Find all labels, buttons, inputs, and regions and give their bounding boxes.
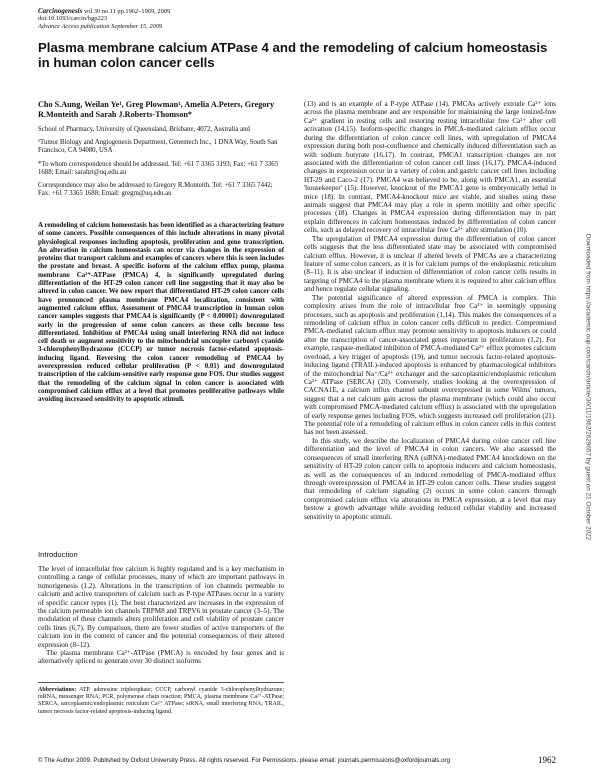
correspondence-note: *To whom correspondence should be addressed. Tel: +61 7 3365 3193; Fax: +61 7 3365 1688; Email: sarahrt@uq.edu.au	[38, 160, 279, 176]
paragraph: The potential significance of altered expression of PMCA is complex. This complexity arises from the role of intracellular free Ca²⁺ in seemingly opposing processes, such as apoptosis and proliferation (1,14). This makes the consequences of a remodeling of calcium efflux in colon cancer cells difficult to predict. Compromised PMCA-mediated calcium efflux may promote sensitivity to apoptosis inducers or could alter the transcription of cancer-associated genes important in proliferation (1,2). For example, caspase-mediated inhibition of PMCA-mediated Ca²⁺ efflux promotes calcium overload, a key trigger of apoptosis (19), and tumor necrosis factor-related apoptosis-inducing ligand (TRAIL)-induced apoptosis is enhanced by pharmacological inhibitors of the mitochondrial Na⁺/Ca²⁺ exchanger and the sarcoplasmic/endoplasmic reticulum Ca²⁺ ATPase (SERCA) (20). Conversely, studies looking at the overexpression of CACNA1E, a calcium influx channel subunit overexpressed in some Wilms' tumors, suggest that a net calcium gain across the plasma membrane (which could also occur with compromised PMCA-mediated calcium efflux) is associated with the upregulation of early response genes including FOS, which suggests increased cell proliferation (21). The potential role of a remodeling of calcium efflux in colon cancer cells in this context has not been assessed.	[304, 293, 556, 437]
footnote-divider	[38, 682, 284, 683]
download-note: Downloaded from https://academic.oup.com/carcin/article/30/11/1962/2629657 by guest on 21 October 2022	[584, 233, 592, 541]
page-number: 1962	[538, 755, 556, 765]
author-list: Cho S.Aung, Weilan Ye¹, Greg Plowman¹, Amelia A.Peters, Gregory R.Monteith and Sarah J.Roberts-Thomson*	[38, 100, 275, 119]
section-heading-introduction: Introduction	[38, 550, 78, 559]
paragraph: The level of intracellular free calcium is highly regulated and is a key mechanism in controlling a range of cellular processes, many of which are important pathways in tumorigenesis (1,2). Alterations in the transcription of ion channels permeable to calcium and active transporters of calcium such as P-type ATPases occur in a variety of specific cancer types (1). The best characterized are increases in the expression of the calcium permeable ion channels TRPM8 and TRPV6 in prostate cancer (3–5). The modulation of these channels alters proliferation and cell viability of prostate cancer cells lines (6,7). By comparison, there are fewer studies of active transporters of the calcium ion in the context of cancer and the potential consequences of their altered expression (8–12).	[38, 565, 284, 649]
paragraph: The plasma membrane Ca²⁺-ATPase (PMCA) is encoded by four genes and is alternatively spliced to generate over 30 distinct isoforms	[38, 649, 284, 666]
copyright-notice: © The Author 2009. Published by Oxford University Press. All rights reserved. For Permissions, please email: journals.permissions@oxfordjournals.org	[38, 757, 451, 764]
introduction-body	[38, 565, 284, 666]
page-footer	[38, 757, 556, 765]
paragraph: The upregulation of PMCA4 expression during the differentiation of colon cancer cells suggests that the less differentiated state may be associated with compromised calcium efflux. However, it is unclear if altered levels of PMCAs are a characterizing feature of some colon cancers, as it is for calcium pumps of the endoplasmic reticulum (8–11). It is also unclear if induction of differentiation of colon cancer cells results in targeting of PMCA4 to the plasma membrane where it is required to alter calcium efflux and hence regulate cellular signaling.	[304, 234, 556, 294]
paragraph: (13) and is an example of a P-type ATPase (14). PMCAs actively extrude Ca²⁺ ions across the plasma membrane and are responsible for maintaining the large ionized-free Ca²⁺ gradient in resting cells and restoring resting intracellular free Ca²⁺ after cell activation (14,15). Isoform-specific changes in PMCA-mediated calcium efflux occur during the differentiation of colon cancer cell lines, with upregulation of PMCA4 expression during both post-confluence and chemically induced differentiation such as with sodium butyrate (16,17). In contrast, PMCA1 transcription changes are not associated with the differentiation of colon cancer cell lines (16,17). PMCA4-induced changes in expression occur in a variety of colon and gastric cancer cell lines including HT-29 and Caco-2 (17). PMCA4 was believed to be, along with PMCA1, an essential 'housekeeper' (15). However, knockout of the PMCA1 gene is embryonically lethal in mice (18). In contrast, PMCA4-knockout mice are viable, and studies using these animals suggest that PMCA4 may play a role in sperm motility and other specific processes (18). Changes in PMCA4 expression during differentiation may in part explain differences in calcium homeostasis induced by differentiation of colon cancer cells, such as delayed recovery of intracellular free Ca²⁺ after stimulation (10).	[304, 100, 556, 235]
journal-name: Carcinogenesis	[38, 7, 83, 15]
affiliation-school: School of Pharmacy, University of Queensland, Brisbane, 4072, Australia and	[38, 126, 250, 133]
abbreviations-label: Abbreviations:	[38, 687, 77, 693]
article-title: Plasma membrane calcium ATPase 4 and the remodeling of calcium homeostasis in human colon cancer cells	[38, 40, 548, 71]
affiliation-genentech: ¹Tumor Biology and Angiogenesis Department, Genentech Inc., 1 DNA Way, South San Francisco, CA 94080, USA	[38, 139, 278, 155]
citation: vol.30 no.11 pp.1962–1969, 2009	[82, 8, 171, 15]
affiliations	[38, 126, 283, 203]
running-header	[38, 8, 170, 30]
doi: doi:10.1093/carcin/bgp223	[38, 15, 108, 23]
abbreviations-text: ATP, adenosine triphosphate; CCCP, carbonyl cyanide 3-chlorophenylhydrazone; mRNA, messenger RNA; PCR, polymerase chain reaction; PMCA, plasma membrane Ca²⁺-ATPase; SERCA, sarcoplasmic/endoplasmic reticulum Ca²⁺ ATPase; siRNA, small interfering RNA; TRAIL, tumor necrosis factor-related apoptosis-inducing ligand.	[38, 687, 284, 715]
correspondence-note-2: Correspondence may also be addressed to Gregory R.Monteith. Tel: +61 7 3365 7442; Fax: +61 7 3365 1688; Email: gregm@uq.edu.au	[38, 182, 273, 198]
abstract: A remodeling of calcium homeostasis has been identified as a characterizing feature of some cancers. Possible consequences of this include alterations in many pivotal physiological responses including apoptosis, proliferation and gene transcription. An alteration in calcium homeostasis can occur via changes in the expression of proteins that transport calcium and examples of cancers where this is seen includes the prostate and breast. A specific isoform of the calcium efflux pump, plasma membrane Ca²⁺-ATPase (PMCA) 4, is significantly upregulated during differentiation of the HT-29 colon cancer cell line suggesting that it may also be altered in colon cancer. We now report that differentiated HT-29 colon cancer cells have pronounced plasma membrane PMCA4 localization, consistent with augmented calcium efflux. Assessment of PMCA4 transcription in human colon cancer samples suggests that PMCA4 is significantly (P < 0.00001) downregulated early in the progression of some colon cancers as these cells become less differentiated. Inhibition of PMCA4 using small interfering RNA did not induce cell death or augment sensitivity to the mitochondrial uncoupler carbonyl cyanide 3-chlorophenylhydrazone (CCCP) or tumor necrosis factor-related apoptosis-inducing ligand. Reversing the colon cancer remodeling of PMCA4 by overexpression reduced cellular proliferation (P < 0.01) and downregulated transcription of the calcium-sensitive early response gene FOS. Our studies suggest that the remodeling of the calcium signal in colon cancer is associated with compromised calcium efflux at a level that promotes proliferative pathways while avoiding increased sensitivity to apoptotic stimuli.	[38, 222, 284, 404]
advance-access: Advance Access publication September 15, 2009	[38, 22, 163, 30]
paragraph: In this study, we describe the localization of PMCA4 during colon cancer cell line differentiation and the level of PMCA4 in colon cancers. We also assessed the consequences of small interfering RNA (siRNA)-mediated PMCA4 knockdown on the sensitivity of HT-29 colon cancer cells to apoptosis inducers and calcium homeostasis, as well as the consequences of an induced remodeling of PMCA-mediated efflux through overexpression of PMCA4 in HT-29 colon cancer cells. These studies suggest that remodeling of calcium signaling (2) occurs in some colon cancers through compromised calcium efflux via alterations in PMCA expression, at a level that may bestow a growth advantage while avoiding reduced cellular viability and increased sensitivity to apoptotic stimuli.	[304, 436, 556, 521]
right-column-body	[304, 100, 556, 521]
abbreviations-footnote	[38, 687, 284, 716]
